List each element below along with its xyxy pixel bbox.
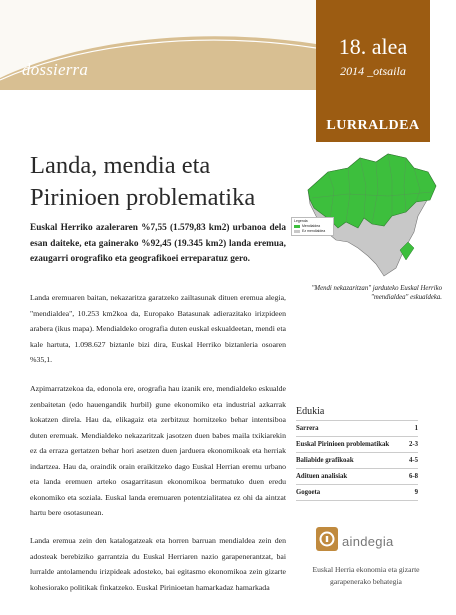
section-tag: dossierra bbox=[22, 60, 89, 79]
contents-pages: 9 bbox=[414, 489, 418, 496]
contents-item[interactable] bbox=[296, 436, 418, 452]
contents-label: Euskal Pirinioen problematikak bbox=[296, 441, 390, 448]
contents-label: Baliabide grafikoak bbox=[296, 457, 354, 464]
logo-wordmark: aindegia bbox=[342, 534, 394, 549]
contents-list bbox=[296, 420, 418, 501]
gaindegia-logo-icon bbox=[316, 527, 338, 551]
legend-title: Legenda bbox=[294, 219, 308, 223]
legend-swatch bbox=[294, 230, 300, 233]
contents-pages: 4-5 bbox=[408, 457, 418, 464]
article-lead: Euskal Herriko azaleraren %7,55 (1.579,83 km2) urbanoa dela esan daiteke, eta gainerako %92,45 (19.345 km2) landa eremua, ezaugarri orografiko eta geografikoei erreparatuz gero. bbox=[30, 223, 286, 264]
map-legend bbox=[291, 217, 334, 236]
contents-label: Adituen analisiak bbox=[296, 473, 348, 480]
legend-label: Ez mendialdea bbox=[302, 229, 326, 233]
issue-number: 18. alea bbox=[338, 34, 408, 59]
contents-label: Sarrera bbox=[296, 425, 319, 432]
contents-item[interactable] bbox=[296, 452, 418, 468]
legend-item bbox=[294, 229, 331, 234]
map-caption: "Mendi nekazaritzan" jarduteko Euskal Herriko "mendialdea" eskualdeka. bbox=[311, 285, 442, 301]
contents-item[interactable] bbox=[296, 484, 418, 501]
contents-pages: 6-8 bbox=[408, 473, 418, 480]
issue-date: 2014 _otsaila bbox=[340, 64, 406, 78]
organization-tagline: Euskal Herria ekonomia eta gizarte garapenerako behategia bbox=[312, 565, 420, 586]
header-band bbox=[0, 0, 316, 90]
contents-item[interactable] bbox=[296, 420, 418, 436]
legend-swatch bbox=[294, 225, 300, 228]
contents-pages: 1 bbox=[414, 425, 418, 432]
contents-pages: 2-3 bbox=[408, 441, 418, 448]
section-name: LURRALDEA bbox=[326, 118, 420, 133]
article-paragraph: Landa eremuaren baitan, nekazaritza garatzeko zailtasunak dituen eremua alegia, "mendialdea", 10.253 km2koa da, Europako Batasunak adierazitako irizpideen arabera (ikus mapa). Mendialdeko orografia duten euskal eskualdeetan, mendi eta kale hartuta, 1.098.627 biztanle bizi dira, Euskal Herriko biztanleria osoaren %35,1. bbox=[30, 293, 286, 364]
contents-title: Edukia bbox=[296, 406, 325, 417]
issue-box bbox=[316, 0, 430, 142]
mountain-areas-map bbox=[288, 150, 452, 280]
contents-item[interactable] bbox=[296, 468, 418, 484]
article-paragraph: Landa eremua zein den katalogatzeak eta horren barruan mendialdea zein den adosteak berebiziko garrantzia du Euskal Herriaren nazio garapenerantzat, bai lurralde antolamendu irizpideak adosteko, bai egitasmo ekonomikoa zein gizarte kohesiorako politikak finkatzeko. Euskal Pirinioetan hamarkadaz hamarkada bbox=[30, 536, 286, 592]
article-title: Landa, mendia eta Pirinioen problematika bbox=[30, 152, 256, 211]
contents-label: Gogoeta bbox=[296, 489, 321, 496]
article-paragraph: Azpimarratzekoa da, edonola ere, orografia hau izanik ere, mendialdeko eskualde zenbaitetan (edo hauengandik hurbil) gune ekonomiko eta industrial azkarrak kokatzen direla. Hau da, elikagaiz eta zerbitzuz hornitzeko behar intentsiboa duten eremuak. Mendialdeko nekazaritzak jasotzen duen babes maila txikiarekin ez da erraza gertatzen behar hori asetzen duen jarduera ekonomikoak eta herriak indartzea. Hau da, oraindik orain eraikitzeko dago Euskal Herrian eremu urbano eta landa eremuen arteko osagarritasun ekonomikoa bermatuko duen eredu ekonomiko eta soziala. Euskal landa eremuaren potentzialitatea ez ohi da aintzat hartu bere osotasunean. bbox=[30, 384, 286, 517]
legend-label: Mendialdea bbox=[302, 224, 321, 228]
